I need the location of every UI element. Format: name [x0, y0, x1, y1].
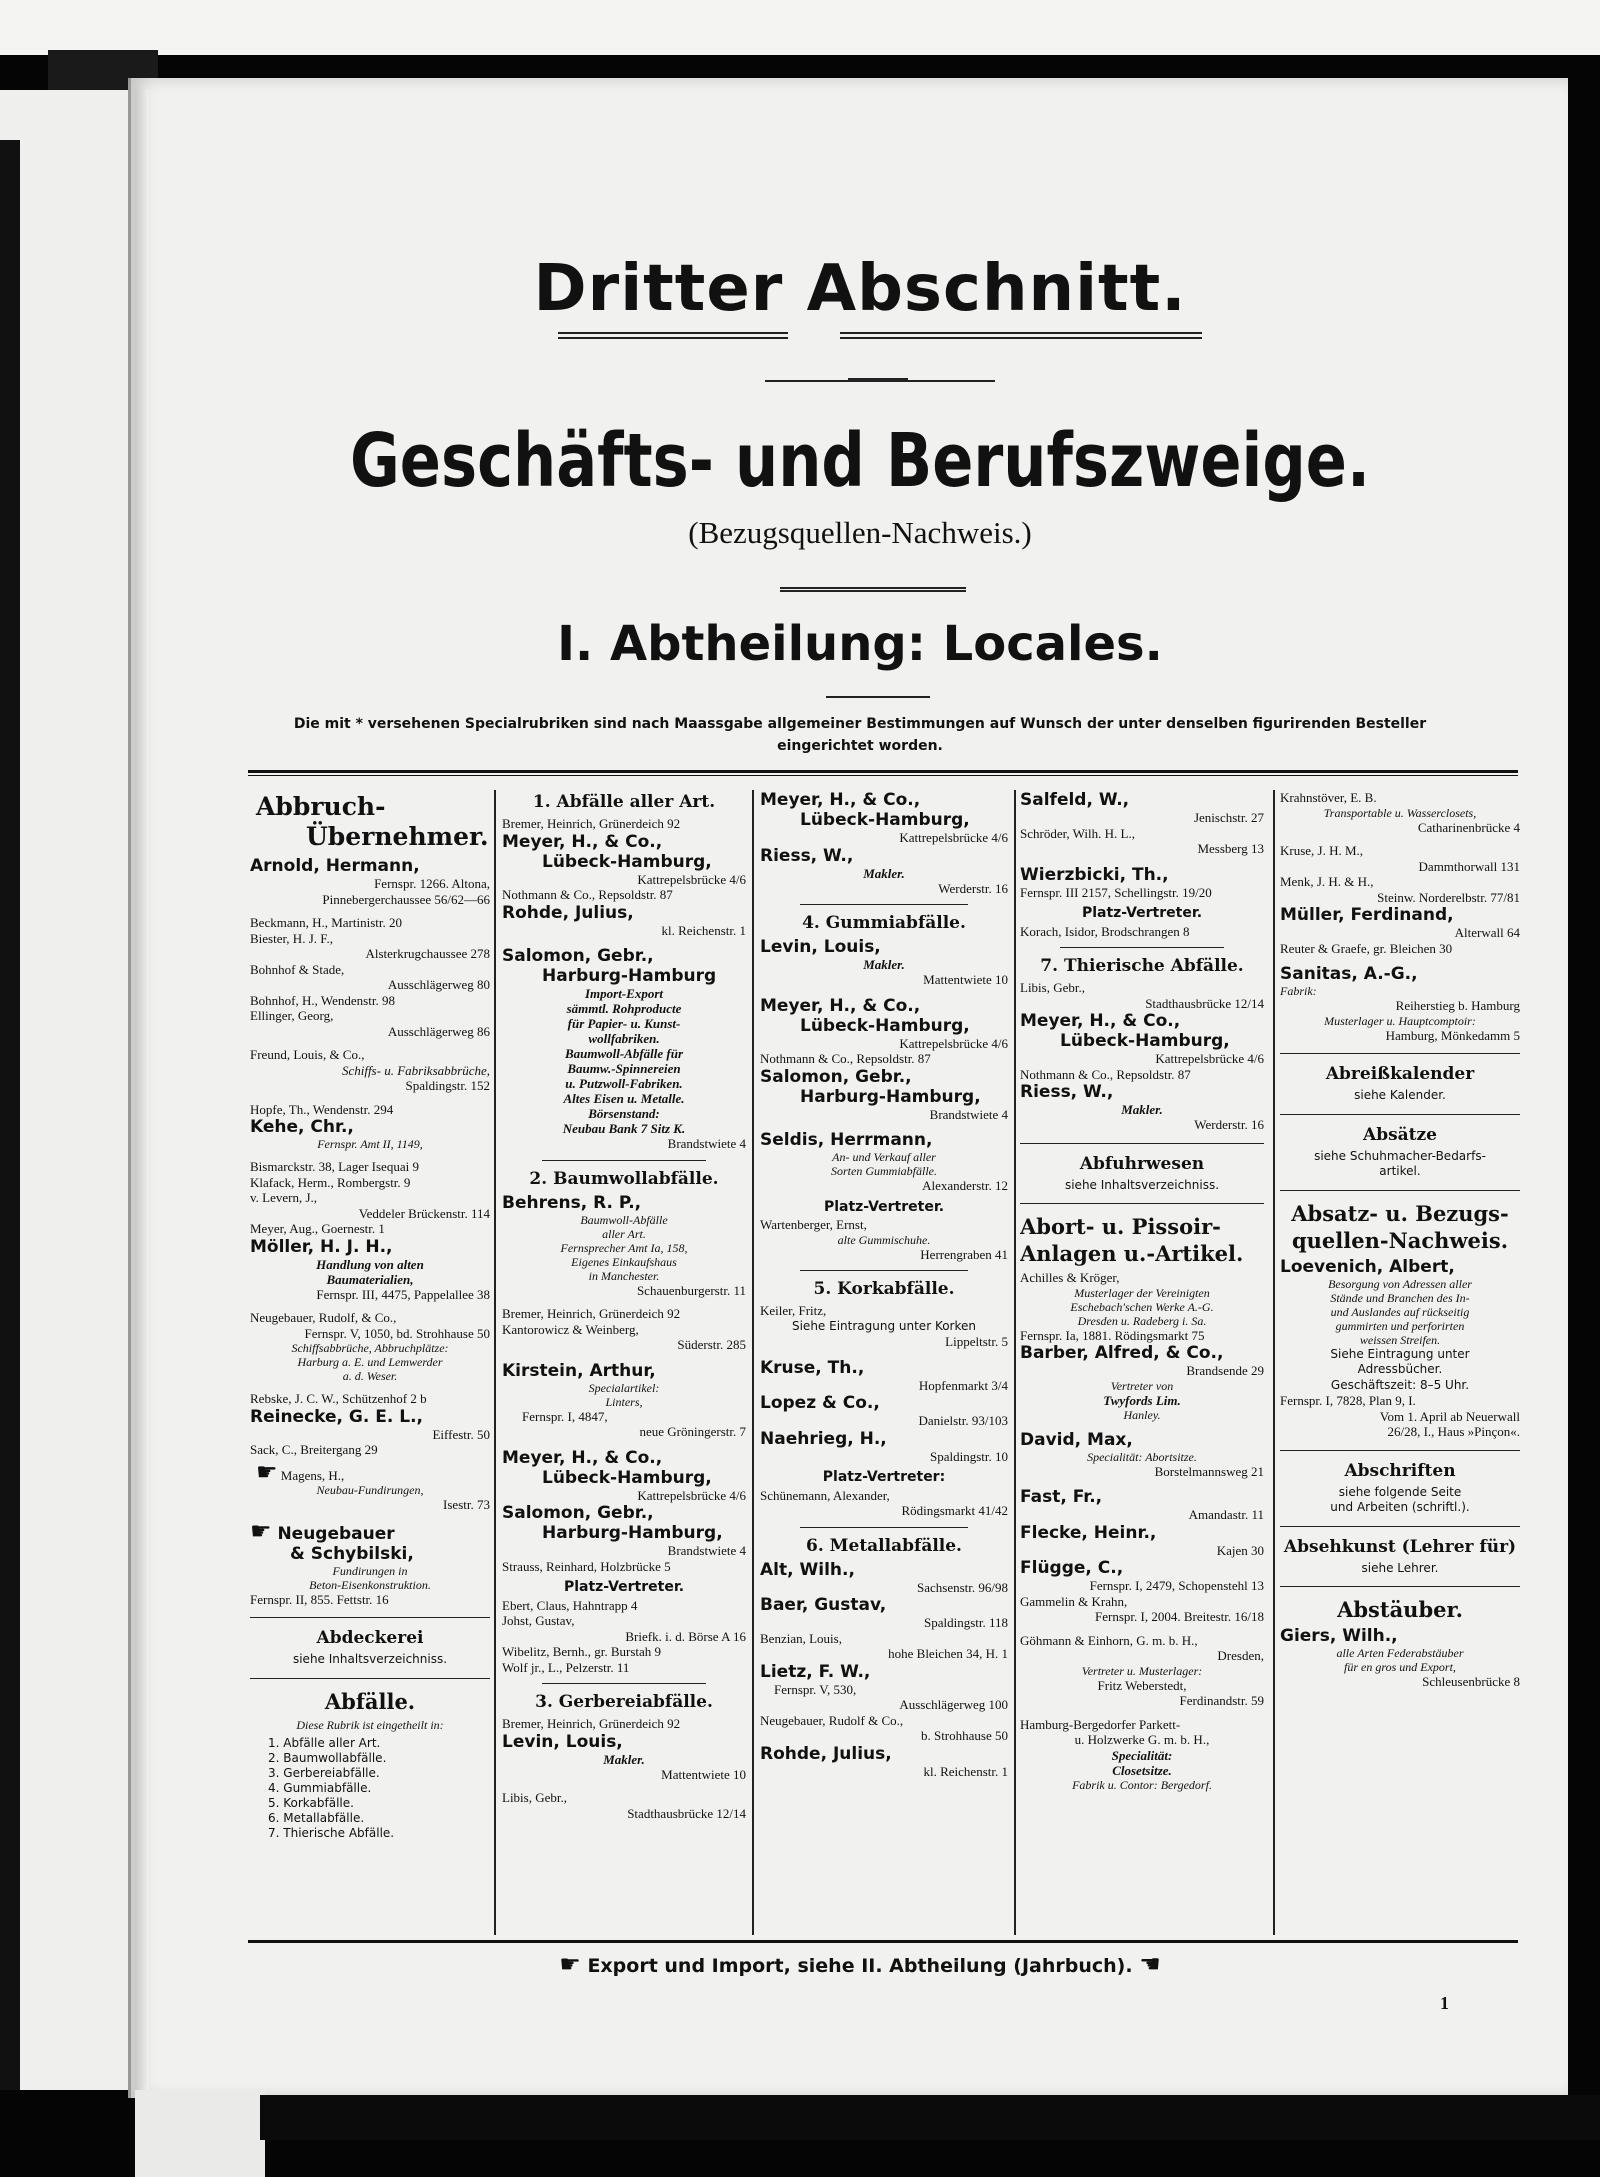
entry-line: Keiler, Fritz, [760, 1303, 827, 1318]
entry-name: Lübeck-Hamburg, [800, 1015, 970, 1036]
entry-line: Biester, H. J. F., [250, 930, 333, 946]
entry-line: Werderstr. 16 [1194, 1117, 1264, 1132]
entry-line: Bismarckstr. 38, Lager Isequai 9 [250, 1159, 419, 1174]
entry-name: Levin, Louis, [502, 1731, 623, 1752]
heading-uebernehmer: Übernehmer. [306, 822, 489, 851]
column-1 [250, 790, 490, 1938]
entry-line: Sack, C., Breitergang 29 [250, 1442, 378, 1457]
scan-bottom-left [135, 2090, 265, 2177]
entry-line: Korach, Isidor, Brodschrangen 8 [1020, 923, 1190, 939]
heading-abort-1: Abort- u. Pissoir- [1020, 1214, 1221, 1239]
heading-absehkunst: Absehkunst (Lehrer für) [1283, 1536, 1517, 1557]
section-title: Dritter Abschnitt. [533, 252, 1187, 326]
entry-line: Neugebauer, Rudolf, & Co., [250, 1310, 397, 1325]
entry-line: für en gros und Export, [1344, 1660, 1456, 1674]
entry-name: Meyer, H., & Co., [1020, 1011, 1181, 1031]
entry-line: Rebske, J. C. W., Schützenhof 2 b [250, 1391, 427, 1406]
heading-abfuhrwesen: Abfuhrwesen [1079, 1153, 1205, 1174]
column-4 [1020, 790, 1264, 1938]
entry-line: neue Gröningerstr. 7 [639, 1424, 746, 1439]
entry-line: Magens, H., [280, 1467, 345, 1483]
entry-name: Meyer, H., & Co., [502, 831, 663, 852]
entry-name: Flecke, Heinr., [1020, 1522, 1157, 1543]
entry-line: Schünemann, Alexander, [760, 1487, 890, 1503]
platz-vertreter-label: Platz-Vertreter. [823, 1198, 945, 1215]
pointing-hand-icon: ☛ [250, 1516, 272, 1545]
entry-line: Kruse, J. H. M., [1280, 843, 1364, 858]
entry-name: Harburg-Hamburg [542, 966, 717, 986]
heading-gummiabfaelle: 4. Gummiabfälle. [802, 913, 966, 933]
column-separator [752, 790, 754, 1935]
entry-line: Musterlager u. Hauptcomptoir: [1324, 1013, 1476, 1028]
entry-name: Kirstein, Arthur, [502, 1360, 656, 1381]
entry-line: Klafack, Herm., Rombergstr. 9 [250, 1174, 411, 1190]
entry-name: Rohde, Julius, [760, 1743, 892, 1764]
column-separator [494, 790, 496, 1935]
entry-line: Meyer, Aug., Goernestr. 1 [250, 1221, 385, 1236]
entry-line: v. Levern, J., [250, 1190, 318, 1205]
entry-line: Import-Export [584, 986, 663, 1001]
entry-line: Fritz Weberstedt, [1097, 1677, 1187, 1693]
list-item: 3. Gerbereiabfälle. [268, 1765, 380, 1780]
entry-line: Fernspr. I, 2479, Schopenstehl 13 [1089, 1578, 1264, 1593]
entry-line: Vertreter u. Musterlager: [1081, 1663, 1203, 1678]
entry-line: Brandsende 29 [1186, 1363, 1264, 1378]
entry-line: 26/28, I., Haus »Pinçon«. [1387, 1424, 1520, 1439]
entry-line: Amandastr. 11 [1188, 1507, 1264, 1522]
list-item: 1. Abfälle aller Art. [268, 1735, 381, 1750]
entry-line: Ebert, Claus, Hahntrapp 4 [502, 1597, 638, 1613]
entry-name: Reinecke, G. E. L., [250, 1406, 423, 1427]
scan-top-margin [0, 0, 1600, 55]
abtheilung-heading: I. Abtheilung: Locales. [557, 616, 1163, 672]
entry-name: Müller, Ferdinand, [1280, 905, 1454, 925]
entry-name: Baer, Gustav, [760, 1595, 887, 1615]
entry-line: Spaldingstr. 152 [405, 1078, 490, 1093]
divider-center [848, 378, 908, 382]
entry-name: David, Max, [1020, 1429, 1133, 1450]
note-line-2: eingerichtet worden. [777, 738, 943, 754]
entry-line: Fernspr. V, 530, [774, 1681, 857, 1697]
entry-name: Lopez & Co., [760, 1393, 880, 1413]
entry-line: Makler. [863, 865, 905, 881]
entry-line: Baumwoll-Abfälle für [564, 1046, 684, 1061]
entry-line: Herrengraben 41 [920, 1246, 1008, 1262]
platz-vertreter-label: Platz-Vertreter. [563, 1579, 685, 1595]
entry-name: Arnold, Hermann, [250, 856, 420, 876]
entry-line: Stände und Branchen des In- [1330, 1290, 1470, 1305]
entry-line: Makler. [863, 957, 905, 972]
list-item: 2. Baumwollabfälle. [268, 1750, 387, 1765]
entry-name: Meyer, H., & Co., [760, 790, 921, 810]
entry-line: Briefk. i. d. Börse A 16 [625, 1628, 746, 1644]
entry-line: Fernspr. 1266. Altona, [374, 876, 490, 891]
entry-line: Beckmann, H., Martinistr. 20 [250, 915, 403, 930]
entry-line: wollfabriken. [588, 1031, 660, 1046]
list-item: 6. Metallabfälle. [268, 1810, 365, 1825]
entry-line: siehe Inhaltsverzeichniss. [292, 1652, 448, 1666]
heading-absatz-1: Absatz- u. Bezugs- [1291, 1200, 1509, 1226]
entry-line: und Auslandes auf rückseitig [1330, 1304, 1470, 1319]
entry-name: Lübeck-Hamburg, [1060, 1031, 1230, 1051]
entry-line: siehe Lehrer. [1361, 1560, 1439, 1575]
entry-line: Fabrik u. Contor: Bergedorf. [1072, 1777, 1212, 1792]
entry-name: Riess, W., [1020, 1082, 1114, 1102]
entry-name: Sanitas, A.-G., [1280, 964, 1418, 984]
entry-name: Fast, Fr., [1020, 1487, 1103, 1507]
entry-line: Menk, J. H. & H., [1280, 874, 1374, 889]
entry-line: Benzian, Louis, [760, 1630, 842, 1646]
entry-line: Baumw.-Spinnereien [567, 1061, 681, 1076]
entry-name: Lietz, F. W., [760, 1661, 871, 1682]
entry-name: Salomon, Gebr., [502, 946, 654, 966]
abfaelle-list [250, 1736, 490, 1841]
entry-line: Danielstr. 93/103 [918, 1413, 1008, 1428]
entry-line: Brandstwiete 4 [929, 1106, 1008, 1122]
entry-line: Wibelitz, Bernh., gr. Burstah 9 [502, 1644, 662, 1659]
entry-line: Süderstr. 285 [677, 1337, 746, 1352]
entry-line: Handlung von alten [316, 1256, 424, 1272]
entry-name: Meyer, H., & Co., [502, 1447, 663, 1468]
entry-line: Bremer, Heinrich, Grünerdeich 92 [502, 816, 681, 831]
entry-line: Bohnhof & Stade, [250, 961, 345, 977]
title-underline-right [840, 332, 1202, 339]
entry-line: Diese Rubrik ist eingetheilt in: [296, 1717, 444, 1732]
heading-abort-2: Anlagen u.-Artikel. [1020, 1241, 1244, 1266]
entry-line: Libis, Gebr., [1020, 980, 1085, 995]
entry-line: Bremer, Heinrich, Grünerdeich 92 [502, 1306, 681, 1321]
entry-name: Salomon, Gebr., [502, 1503, 654, 1523]
entry-line: Eiffestr. 50 [432, 1426, 490, 1442]
entry-line: Specialität: [1111, 1747, 1173, 1763]
entry-line: Nothmann & Co., Repsoldstr. 87 [502, 887, 673, 902]
column-2 [502, 790, 746, 1938]
title-underline-left [558, 332, 788, 339]
entry-line: An- und Verkauf aller [832, 1150, 936, 1164]
entry-line: Fernspr. I, 7828, Plan 9, I. [1280, 1393, 1416, 1408]
entry-line: Fernspr. Amt II, 1149, [317, 1137, 423, 1151]
entry-line: Freund, Louis, & Co., [250, 1047, 365, 1062]
entry-line: a. d. Weser. [342, 1369, 398, 1383]
entry-line: Brandstwiete 4 [667, 1543, 746, 1558]
entry-line: siehe Kalender. [1354, 1088, 1446, 1102]
entry-line: weissen Streifen. [1359, 1332, 1441, 1347]
entry-line: Bremer, Heinrich, Grünerdeich 92 [502, 1716, 681, 1731]
entry-line: Alsterkrugchaussee 278 [365, 946, 490, 961]
entry-line: Johst, Gustav, [502, 1613, 575, 1628]
entry-line: Kajen 30 [1216, 1542, 1264, 1558]
entry-name: Rohde, Julius, [502, 902, 634, 923]
page-title: Geschäfts- und Berufszweige. [349, 418, 1371, 504]
heading-gerbereiabfaelle: 3. Gerbereiabfälle. [535, 1692, 713, 1712]
entry-line: Ausschlägerweg 80 [387, 977, 490, 992]
heading-abfaelle: Abfälle. [324, 1688, 416, 1714]
entry-line: Dammthorwall 131 [1418, 858, 1520, 874]
entry-line: Fernspr. I, 2004. Breitestr. 16/18 [1095, 1609, 1264, 1624]
heading-korkabfaelle: 5. Korkabfälle. [813, 1279, 955, 1299]
entry-name: Harburg-Hamburg, [800, 1086, 981, 1107]
entry-line: Alterwall 64 [1454, 925, 1520, 940]
entry-line: Schiffs- u. Fabriksabbrüche, [341, 1062, 490, 1078]
entry-name: Lübeck-Hamburg, [800, 810, 970, 830]
entry-line: hohe Bleichen 34, H. 1 [888, 1646, 1008, 1661]
entry-line: Fernspr. II, 855. Fettstr. 16 [250, 1591, 389, 1607]
entry-name: Meyer, H., & Co., [760, 995, 921, 1016]
page-subtitle: (Bezugsquellen-Nachweis.) [688, 515, 1032, 550]
entry-line: Beton-Eisenkonstruktion. [309, 1577, 431, 1592]
entry-line: Kattrepelsbrücke 4/6 [899, 830, 1008, 845]
entry-line: alte Gummischuhe. [837, 1232, 931, 1247]
entry-line: Dresden u. Radeberg i. Sa. [1077, 1313, 1207, 1328]
entry-name: Wierzbicki, Th., [1020, 864, 1169, 885]
entry-line: aller Art. [602, 1226, 646, 1241]
entry-line: Schröder, Wilh. H. L., [1020, 825, 1135, 841]
entry-line: artikel. [1379, 1164, 1421, 1178]
entry-line: Hopfenmarkt 3/4 [918, 1377, 1008, 1393]
entry-line: Messberg 13 [1197, 841, 1264, 856]
entry-line: Kattrepelsbrücke 4/6 [637, 871, 746, 887]
entry-line: Hamburg-Bergedorfer Parkett- [1020, 1716, 1181, 1732]
entry-line: Schiffsabbrüche, Abbruchplätze: [291, 1341, 449, 1355]
entry-line: Werderstr. 16 [938, 880, 1008, 896]
entry-line: Borstelmannsweg 21 [1154, 1463, 1264, 1479]
page-number: 1 [1440, 1993, 1449, 2013]
entry-line: Musterlager der Vereinigten [1074, 1285, 1210, 1300]
entry-line: Besorgung von Adressen aller [1328, 1276, 1472, 1291]
entry-line: Neugebauer, Rudolf & Co., [760, 1712, 904, 1728]
heading-thierische-abfaelle: 7. Thierische Abfälle. [1040, 956, 1244, 976]
entry-line: Fernspr. V, 1050, bd. Strohhause 50 [304, 1325, 490, 1341]
entry-line: Achilles & Kröger, [1020, 1270, 1120, 1285]
scan-bottom-shadow [260, 2095, 1600, 2140]
binding-shadow [0, 140, 20, 2090]
entry-line: Libis, Gebr., [502, 1790, 567, 1805]
pointing-hand-icon: ☛ [256, 1459, 278, 1486]
previous-page-edge [0, 90, 135, 2090]
entry-line: gummirten und perforirten [1335, 1318, 1465, 1333]
entry-line: Ferdinandstr. 59 [1179, 1693, 1264, 1708]
entry-line: Bohnhof, H., Wendenstr. 98 [250, 992, 395, 1008]
entry-line: Brandstwiete 4 [667, 1136, 746, 1151]
entry-line: Mattentwiete 10 [923, 972, 1008, 987]
entry-name: Loevenich, Albert, [1280, 1256, 1455, 1277]
entry-line: Kantorowicz & Weinberg, [502, 1321, 639, 1337]
entry-line: Siehe Eintragung unter [1330, 1346, 1470, 1361]
entry-name: Salfeld, W., [1020, 790, 1130, 810]
entry-line: und Arbeiten (schriftl.). [1330, 1500, 1470, 1514]
entry-line: u. Holzwerke G. m. b. H., [1074, 1732, 1210, 1747]
entry-name: Behrens, R. P., [502, 1192, 642, 1213]
subtitle-divider [780, 587, 966, 592]
entry-name: Harburg-Hamburg, [542, 1523, 723, 1543]
heading-abschriften: Abschriften [1344, 1460, 1456, 1481]
entry-line: Kattrepelsbrücke 4/6 [899, 1035, 1008, 1051]
footer-note [150, 1950, 1570, 1978]
entry-line: Makler. [1121, 1102, 1163, 1117]
entry-line: Adressbücher. [1357, 1362, 1443, 1376]
entry-line: sämmtl. Rohproducte [566, 1001, 682, 1016]
entry-line: Nothmann & Co., Repsoldstr. 87 [1020, 1066, 1191, 1082]
entry-line: Mattentwiete 10 [661, 1766, 746, 1782]
entry-line: Strauss, Reinhard, Holzbrücke 5 [502, 1558, 671, 1574]
entry-line: Eschebach'schen Werke A.-G. [1070, 1299, 1214, 1314]
entry-line: Wartenberger, Ernst, [760, 1217, 867, 1232]
entry-name: Lübeck-Hamburg, [542, 1467, 712, 1488]
heading-abreisskalender: Abreißkalender [1325, 1064, 1475, 1084]
entry-name: Lübeck-Hamburg, [542, 851, 712, 872]
entry-line: Catharinenbrücke 4 [1417, 819, 1520, 835]
page-gutter [135, 90, 149, 2090]
entry-name: Kehe, Chr., [250, 1117, 354, 1137]
entry-line: Specialität: Abortsitze. [1087, 1449, 1197, 1464]
entry-line: Nothmann & Co., Repsoldstr. 87 [760, 1051, 931, 1066]
entry-line: Veddeler Brückenstr. 114 [358, 1205, 490, 1221]
heading-absatz-2: quellen-Nachweis. [1291, 1227, 1509, 1253]
pointing-hand-right-icon: ☛ [559, 1950, 581, 1978]
entry-line: alle Arten Federabstäuber [1336, 1646, 1464, 1660]
entry-line: Specialartikel: [588, 1380, 660, 1395]
list-item: 4. Gummiabfälle. [268, 1780, 372, 1795]
entry-name: Giers, Wilh., [1280, 1626, 1398, 1646]
entry-line: Hanley. [1123, 1407, 1161, 1422]
entry-line: Rödingsmarkt 41/42 [901, 1503, 1008, 1518]
entry-line: Reiherstieg b. Hamburg [1395, 998, 1520, 1013]
entry-line: Vertreter von [1110, 1378, 1174, 1393]
entry-line: Kattrepelsbrücke 4/6 [637, 1487, 746, 1503]
entry-line: Makler. [603, 1751, 645, 1767]
entry-line: Steinw. Norderelbstr. 77/81 [1377, 889, 1520, 905]
entry-line: Göhmann & Einhorn, G. m. b. H., [1020, 1632, 1198, 1648]
entry-name: Salomon, Gebr., [760, 1066, 912, 1087]
platz-vertreter-label: Platz-Vertreter. [1081, 905, 1203, 921]
entry-line: Baumaterialien, [326, 1271, 414, 1287]
entry-line: für Papier- u. Kunst- [567, 1016, 681, 1031]
entry-line: Ellinger, Georg, [250, 1008, 334, 1023]
entry-line: Baumwoll-Abfälle [580, 1212, 668, 1227]
heading-abfaelle-aller-art: 1. Abfälle aller Art. [532, 792, 716, 812]
entry-line: Geschäftszeit: 8–5 Uhr. [1330, 1377, 1470, 1392]
specialrubriken-note [150, 713, 1570, 757]
entry-line: siehe folgende Seite [1338, 1484, 1462, 1499]
entry-line: Wolf jr., L., Pelzerstr. 11 [502, 1659, 630, 1675]
entry-line: Harburg a. E. und Lemwerder [297, 1355, 443, 1369]
entry-line: kl. Reichenstr. 1 [923, 1763, 1008, 1779]
entry-name: Naehrieg, H., [760, 1428, 887, 1449]
entry-name: Alt, Wilh., [760, 1559, 855, 1580]
entry-line: Jenischstr. 27 [1193, 810, 1264, 825]
entry-name: Kruse, Th., [760, 1357, 865, 1378]
entry-line: Neubau Bank 7 Sitz K. [562, 1121, 686, 1136]
entry-line: Hopfe, Th., Wendenstr. 294 [250, 1101, 394, 1117]
divider-small [826, 696, 930, 698]
entry-line: Fernsprecher Amt Ia, 158, [560, 1240, 688, 1255]
entry-line: Fernspr. III, 4475, Pappelallee 38 [316, 1286, 490, 1302]
entry-line: Neubau-Fundirungen, [316, 1483, 424, 1497]
entry-line: Linters, [605, 1394, 643, 1409]
entry-line: Dresden, [1217, 1648, 1264, 1663]
list-item: 7. Thierische Abfälle. [268, 1825, 395, 1840]
heading-abbruch: Abbruch- [256, 792, 386, 821]
entry-name: Möller, H. J. H., [250, 1236, 393, 1257]
entry-line: kl. Reichenstr. 1 [661, 922, 746, 938]
entry-line: Isestr. 73 [443, 1497, 490, 1512]
entry-line: Vom 1. April ab Neuerwall [1379, 1408, 1520, 1424]
heading-metallabfaelle: 6. Metallabfälle. [806, 1535, 962, 1556]
entry-line: Lippeltstr. 5 [945, 1334, 1008, 1349]
footer-text: Export und Import, siehe II. Abtheilung (Jahrbuch). [587, 1955, 1133, 1977]
entry-line: Hamburg, Mönkedamm 5 [1385, 1027, 1520, 1043]
entry-line: Schauenburgerstr. 11 [636, 1282, 746, 1298]
entry-name: Neugebauer [277, 1523, 395, 1544]
entry-line: b. Strohhause 50 [920, 1728, 1008, 1743]
table-top-rule [248, 770, 1518, 776]
entry-line: Stadthausbrücke 12/14 [1145, 995, 1264, 1011]
entry-line: Ausschlägerweg 86 [387, 1023, 490, 1039]
entry-line: Gammelin & Krahn, [1020, 1593, 1128, 1609]
entry-line: Sorten Gummiabfälle. [831, 1164, 937, 1178]
entry-line: Ausschlägerweg 100 [899, 1697, 1008, 1712]
column-3 [760, 790, 1008, 1938]
entry-line: Fernspr. III 2157, Schellingstr. 19/20 [1020, 884, 1212, 900]
list-item: 5. Korkabfälle. [268, 1795, 354, 1810]
entry-line: Transportable u. Wasserclosets, [1323, 805, 1477, 820]
entry-name: Seldis, Herrmann, [760, 1130, 933, 1150]
note-line-1: Die mit * versehenen Specialrubriken sind nach Maassgabe allgemeiner Bestimmungen auf Wunsch der unter denselben figurirenden Besteller [293, 716, 1427, 732]
entry-line: Siehe Eintragung unter Korken [791, 1318, 976, 1333]
entry-name: Levin, Louis, [760, 937, 881, 957]
entry-line: Stadthausbrücke 12/14 [627, 1805, 746, 1821]
entry-line: Spaldingstr. 10 [929, 1448, 1008, 1464]
table-bottom-rule [248, 1940, 1518, 1943]
entry-line: Reuter & Graefe, gr. Bleichen 30 [1280, 940, 1453, 956]
entry-line: in Manchester. [588, 1268, 660, 1283]
heading-abstaeuber: Abstäuber. [1337, 1597, 1463, 1622]
pointing-hand-left-icon: ☚ [1139, 1950, 1161, 1978]
entry-line: Closetsitze. [1112, 1762, 1172, 1778]
column-5 [1280, 790, 1520, 1938]
column-separator [1273, 790, 1275, 1935]
entry-line: siehe Inhaltsverzeichniss. [1064, 1177, 1220, 1192]
entry-name: Barber, Alfred, & Co., [1020, 1343, 1224, 1363]
entry-line: Krahnstöver, E. B. [1280, 790, 1377, 805]
entry-line: Pinnebergerchaussee 56/62—66 [322, 891, 490, 907]
heading-absaetze: Absätze [1363, 1124, 1437, 1145]
entry-line: Kattrepelsbrücke 4/6 [1155, 1051, 1264, 1066]
entry-line: Twyfords Lim. [1103, 1392, 1181, 1408]
heading-abdeckerei: Abdeckerei [316, 1628, 424, 1648]
entry-name: Flügge, C., [1020, 1558, 1124, 1578]
entry-name: & Schybilski, [290, 1543, 414, 1564]
entry-name: Riess, W., [760, 845, 854, 866]
entry-line: Fernspr. Ia, 1881. Rödingsmarkt 75 [1020, 1327, 1205, 1343]
platz-vertreter-label: Platz-Vertreter: [822, 1469, 946, 1485]
entry-line: Fernspr. I, 4847, [522, 1408, 608, 1424]
entry-line: Börsenstand: [588, 1106, 660, 1121]
entry-line: u. Putzwoll-Fabriken. [565, 1076, 683, 1091]
entry-line: siehe Schuhmacher-Bedarfs- [1314, 1148, 1486, 1163]
entry-line: Altes Eisen u. Metalle. [563, 1091, 685, 1106]
entry-line: Eigenes Einkaufshaus [571, 1254, 677, 1269]
entry-line: Fundirungen in [332, 1563, 408, 1578]
column-separator [1014, 790, 1016, 1935]
heading-baumwollabfaelle: 2. Baumwollabfälle. [529, 1168, 719, 1189]
entry-line: Spaldingstr. 118 [923, 1615, 1008, 1630]
entry-line: Alexanderstr. 12 [922, 1178, 1008, 1193]
entry-line: Schleusenbrücke 8 [1422, 1674, 1520, 1689]
entry-line: Sachsenstr. 96/98 [917, 1579, 1008, 1595]
entry-line: Fabrik: [1280, 984, 1317, 998]
